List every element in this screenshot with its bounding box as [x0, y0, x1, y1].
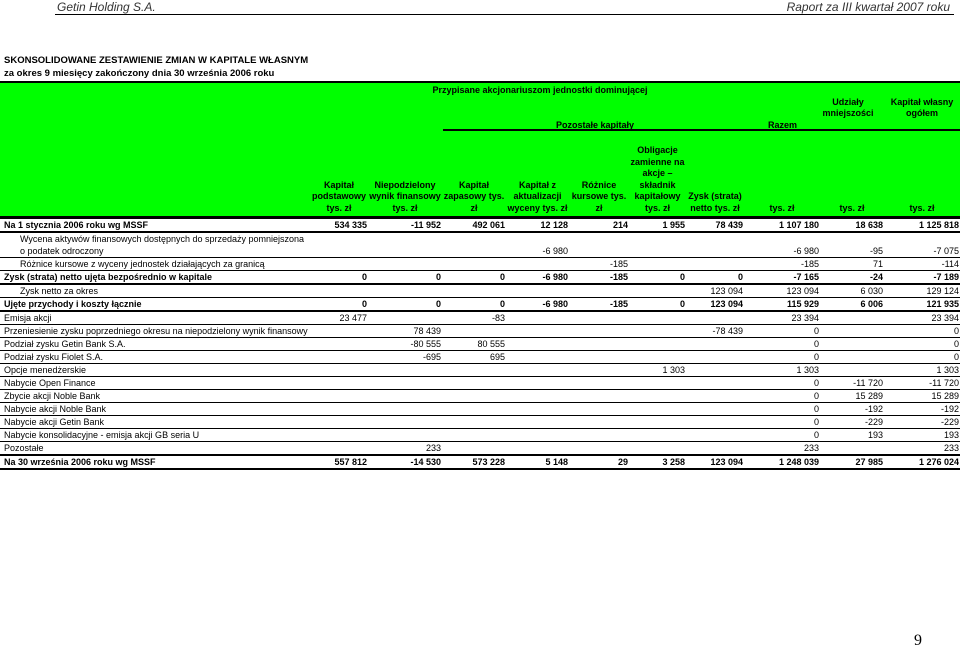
cell-value — [629, 390, 686, 403]
cell-value: 695 — [442, 351, 506, 364]
cell-value: -11 720 — [820, 377, 884, 390]
cell-value — [310, 429, 368, 442]
cell-value: 15 289 — [884, 390, 960, 403]
column-header: Kapitał zapasowy tys. zł — [443, 179, 505, 213]
cell-value — [569, 338, 629, 351]
cell-value — [310, 338, 368, 351]
cell-value: 27 985 — [820, 455, 884, 469]
row-label: Podział zysku Fiolet S.A. — [0, 351, 310, 364]
cell-value — [629, 325, 686, 338]
cell-value: -80 555 — [368, 338, 442, 351]
table-row — [0, 258, 960, 271]
cell-value: 1 955 — [629, 218, 686, 233]
cell-value — [506, 351, 569, 364]
cell-value: 115 929 — [744, 298, 820, 312]
row-label: Wycena aktywów finansowych dostępnych do sprzedaży pomniejszona o podatek odroczony — [0, 232, 310, 258]
cell-value — [506, 258, 569, 271]
cell-value — [569, 284, 629, 298]
row-label: Zysk netto za okres — [0, 284, 310, 298]
cell-value — [686, 364, 744, 377]
cell-value: -192 — [820, 403, 884, 416]
row-label: Nabycie akcji Noble Bank — [0, 403, 310, 416]
row-label: Pozostałe — [0, 442, 310, 456]
cell-value: 0 — [368, 298, 442, 312]
cell-value: -185 — [569, 271, 629, 285]
cell-value — [310, 351, 368, 364]
row-label: Zysk (strata) netto ujęta bezpośrednio w kapitale — [0, 271, 310, 285]
cell-value: 0 — [629, 298, 686, 312]
cell-value: 1 303 — [629, 364, 686, 377]
cell-value: 233 — [744, 442, 820, 456]
cell-value: 0 — [744, 377, 820, 390]
cell-value: 214 — [569, 218, 629, 233]
cell-value — [686, 377, 744, 390]
cell-value: 15 289 — [820, 390, 884, 403]
column-header: Obligacje zamienne na akcje – składnik kapitałowy tys. zł — [630, 145, 685, 213]
cell-value: 78 439 — [686, 218, 744, 233]
cell-value: -114 — [884, 258, 960, 271]
table-row — [0, 429, 960, 442]
cell-value: 78 439 — [368, 325, 442, 338]
cell-value: 0 — [310, 298, 368, 312]
group-parent: Przypisane akcjonariuszom jednostki dominującej — [432, 85, 648, 95]
cell-value: -7 075 — [884, 232, 960, 258]
cell-value: 6 030 — [820, 284, 884, 298]
cell-value: -95 — [820, 232, 884, 258]
cell-value: -185 — [569, 258, 629, 271]
cell-value — [368, 429, 442, 442]
table-row — [0, 325, 960, 338]
cell-value: 0 — [744, 403, 820, 416]
cell-value — [686, 311, 744, 325]
cell-value: 1 276 024 — [884, 455, 960, 469]
cell-value — [506, 364, 569, 377]
cell-value — [569, 403, 629, 416]
group-razem: Razem — [767, 120, 797, 130]
cell-value — [569, 416, 629, 429]
cell-value — [820, 311, 884, 325]
statement-title: SKONSOLIDOWANE ZESTAWIENIE ZMIAN W KAPITALE WŁASNYM — [4, 55, 309, 66]
cell-value: -14 530 — [368, 455, 442, 469]
cell-value — [310, 232, 368, 258]
table-row — [0, 416, 960, 429]
header-rule — [55, 14, 954, 15]
cell-value — [629, 232, 686, 258]
cell-value — [820, 325, 884, 338]
row-label: Nabycie konsolidacyjne - emisja akcji GB seria U — [0, 429, 310, 442]
cell-value: 0 — [442, 298, 506, 312]
row-label: Ujęte przychody i koszty łącznie — [0, 298, 310, 312]
cell-value: 121 935 — [884, 298, 960, 312]
cell-value: 3 258 — [629, 455, 686, 469]
cell-value — [506, 284, 569, 298]
column-header: Niepodzielony wynik finansowy tys. zł — [369, 179, 441, 213]
page-number: 9 — [914, 632, 922, 649]
row-label: Na 1 stycznia 2006 roku wg MSSF — [0, 218, 310, 233]
cell-value — [569, 429, 629, 442]
cell-value: 5 148 — [506, 455, 569, 469]
cell-value: -24 — [820, 271, 884, 285]
cell-value: -6 980 — [506, 232, 569, 258]
table-row — [0, 218, 960, 233]
cell-value — [629, 311, 686, 325]
table-row — [0, 377, 960, 390]
cell-value — [820, 351, 884, 364]
cell-value — [310, 325, 368, 338]
table-row — [0, 442, 960, 456]
cell-value: -6 980 — [744, 232, 820, 258]
cell-value — [442, 284, 506, 298]
cell-value — [442, 403, 506, 416]
report-name: Raport za III kwartał 2007 roku — [786, 0, 950, 14]
row-label: Zbycie akcji Noble Bank — [0, 390, 310, 403]
cell-value — [368, 416, 442, 429]
cell-value — [442, 416, 506, 429]
cell-value — [442, 325, 506, 338]
row-label: Nabycie akcji Getin Bank — [0, 416, 310, 429]
cell-value: 193 — [820, 429, 884, 442]
cell-value: 0 — [884, 351, 960, 364]
row-label: Na 30 września 2006 roku wg MSSF — [0, 455, 310, 469]
cell-value — [368, 284, 442, 298]
cell-value — [629, 442, 686, 456]
cell-value — [442, 390, 506, 403]
cell-value: 557 812 — [310, 455, 368, 469]
cell-value: 123 094 — [686, 284, 744, 298]
cell-value — [310, 258, 368, 271]
cell-value — [368, 403, 442, 416]
cell-value — [686, 390, 744, 403]
cell-value: -6 980 — [506, 271, 569, 285]
cell-value — [442, 364, 506, 377]
column-header: Kapitał podstawowy tys. zł — [311, 179, 366, 213]
cell-value: -695 — [368, 351, 442, 364]
column-header: tys. zł — [769, 202, 795, 213]
cell-value — [368, 258, 442, 271]
cell-value — [686, 416, 744, 429]
cell-value — [442, 232, 506, 258]
cell-value — [569, 377, 629, 390]
cell-value: 0 — [744, 390, 820, 403]
cell-value: 71 — [820, 258, 884, 271]
cell-value — [442, 258, 506, 271]
cell-value: -185 — [569, 298, 629, 312]
cell-value: 233 — [884, 442, 960, 456]
group-other-capital: Pozostałe kapitały — [555, 120, 635, 130]
table-header — [0, 81, 960, 216]
cell-value: -229 — [820, 416, 884, 429]
cell-value — [686, 351, 744, 364]
cell-value: 123 094 — [686, 298, 744, 312]
cell-value — [686, 338, 744, 351]
table-row — [0, 271, 960, 285]
cell-value — [629, 258, 686, 271]
cell-value — [506, 442, 569, 456]
cell-value: -6 980 — [506, 298, 569, 312]
cell-value: 1 303 — [744, 364, 820, 377]
cell-value — [442, 377, 506, 390]
cell-value — [506, 403, 569, 416]
group-total: Kapitał własny ogółem — [890, 97, 954, 118]
cell-value: -11 952 — [368, 218, 442, 233]
cell-value — [368, 377, 442, 390]
cell-value: -192 — [884, 403, 960, 416]
group-rule — [443, 129, 960, 131]
cell-value — [310, 284, 368, 298]
column-header: Różnice kursowe tys. zł — [571, 179, 627, 213]
cell-value: -83 — [442, 311, 506, 325]
cell-value — [368, 311, 442, 325]
table-row — [0, 284, 960, 298]
table-row — [0, 232, 960, 258]
column-header: Kapitał z aktualizacji wyceny tys. zł — [507, 179, 568, 213]
cell-value — [442, 442, 506, 456]
cell-value — [368, 390, 442, 403]
cell-value — [629, 338, 686, 351]
cell-value — [569, 232, 629, 258]
row-label: Podział zysku Getin Bank S.A. — [0, 338, 310, 351]
cell-value: 573 228 — [442, 455, 506, 469]
cell-value — [506, 311, 569, 325]
cell-value: 12 128 — [506, 218, 569, 233]
cell-value: 0 — [310, 271, 368, 285]
cell-value: 129 124 — [884, 284, 960, 298]
cell-value — [310, 364, 368, 377]
column-header: tys. zł — [909, 202, 935, 213]
cell-value: -7 165 — [744, 271, 820, 285]
cell-value — [629, 416, 686, 429]
cell-value — [569, 442, 629, 456]
cell-value: 0 — [442, 271, 506, 285]
cell-value — [368, 232, 442, 258]
cell-value — [629, 403, 686, 416]
cell-value — [569, 351, 629, 364]
cell-value — [569, 364, 629, 377]
cell-value: 0 — [629, 271, 686, 285]
cell-value — [506, 390, 569, 403]
cell-value — [820, 364, 884, 377]
cell-value: 492 061 — [442, 218, 506, 233]
table-row — [0, 298, 960, 312]
cell-value: -11 720 — [884, 377, 960, 390]
cell-value — [686, 403, 744, 416]
cell-value — [310, 377, 368, 390]
row-label: Opcje menedżerskie — [0, 364, 310, 377]
cell-value — [506, 377, 569, 390]
cell-value — [310, 442, 368, 456]
cell-value: 0 — [884, 338, 960, 351]
cell-value: 0 — [368, 271, 442, 285]
cell-value: 18 638 — [820, 218, 884, 233]
cell-value — [569, 325, 629, 338]
cell-value — [820, 338, 884, 351]
row-label: Różnice kursowe z wyceny jednostek działających za granicą — [0, 258, 310, 271]
cell-value — [506, 338, 569, 351]
cell-value — [629, 351, 686, 364]
cell-value: 123 094 — [744, 284, 820, 298]
company-name: Getin Holding S.A. — [57, 0, 156, 14]
cell-value — [310, 390, 368, 403]
row-label: Nabycie Open Finance — [0, 377, 310, 390]
cell-value — [569, 311, 629, 325]
cell-value: 23 394 — [884, 311, 960, 325]
cell-value — [820, 442, 884, 456]
cell-value: 23 394 — [744, 311, 820, 325]
cell-value: 233 — [368, 442, 442, 456]
cell-value: 29 — [569, 455, 629, 469]
cell-value: 123 094 — [686, 455, 744, 469]
cell-value: 80 555 — [442, 338, 506, 351]
cell-value: -7 189 — [884, 271, 960, 285]
cell-value: 23 477 — [310, 311, 368, 325]
row-label: Przeniesienie zysku poprzedniego okresu na niepodzielony wynik finansowy — [0, 325, 310, 338]
cell-value — [442, 429, 506, 442]
cell-value — [368, 364, 442, 377]
cell-value: -229 — [884, 416, 960, 429]
cell-value — [686, 258, 744, 271]
cell-value: 0 — [744, 325, 820, 338]
cell-value: 6 006 — [820, 298, 884, 312]
statement-subtitle: za okres 9 miesięcy zakończony dnia 30 września 2006 roku — [4, 68, 275, 79]
table-row — [0, 403, 960, 416]
cell-value: 1 107 180 — [744, 218, 820, 233]
cell-value: -78 439 — [686, 325, 744, 338]
cell-value — [629, 429, 686, 442]
cell-value — [629, 284, 686, 298]
cell-value — [686, 442, 744, 456]
column-header: tys. zł — [839, 202, 865, 213]
table-row — [0, 364, 960, 377]
table-row — [0, 338, 960, 351]
cell-value: 1 125 818 — [884, 218, 960, 233]
cell-value — [629, 377, 686, 390]
table-row — [0, 455, 960, 469]
cell-value — [569, 390, 629, 403]
equity-changes-table — [0, 216, 960, 470]
cell-value: 534 335 — [310, 218, 368, 233]
cell-value — [506, 429, 569, 442]
cell-value: 0 — [686, 271, 744, 285]
cell-value: 0 — [744, 338, 820, 351]
row-label: Emisja akcji — [0, 311, 310, 325]
cell-value — [506, 416, 569, 429]
cell-value — [310, 416, 368, 429]
cell-value: 0 — [744, 429, 820, 442]
cell-value: 0 — [744, 351, 820, 364]
table-row — [0, 390, 960, 403]
cell-value — [506, 325, 569, 338]
cell-value: 1 303 — [884, 364, 960, 377]
group-minority: Udziały mniejszości — [822, 97, 874, 118]
cell-value — [310, 403, 368, 416]
cell-value: 0 — [884, 325, 960, 338]
table-row — [0, 311, 960, 325]
cell-value: 193 — [884, 429, 960, 442]
cell-value — [686, 232, 744, 258]
cell-value: 0 — [744, 416, 820, 429]
cell-value — [686, 429, 744, 442]
cell-value: 1 248 039 — [744, 455, 820, 469]
cell-value: -185 — [744, 258, 820, 271]
table-row — [0, 351, 960, 364]
column-header: Zysk (strata) netto tys. zł — [688, 191, 742, 213]
